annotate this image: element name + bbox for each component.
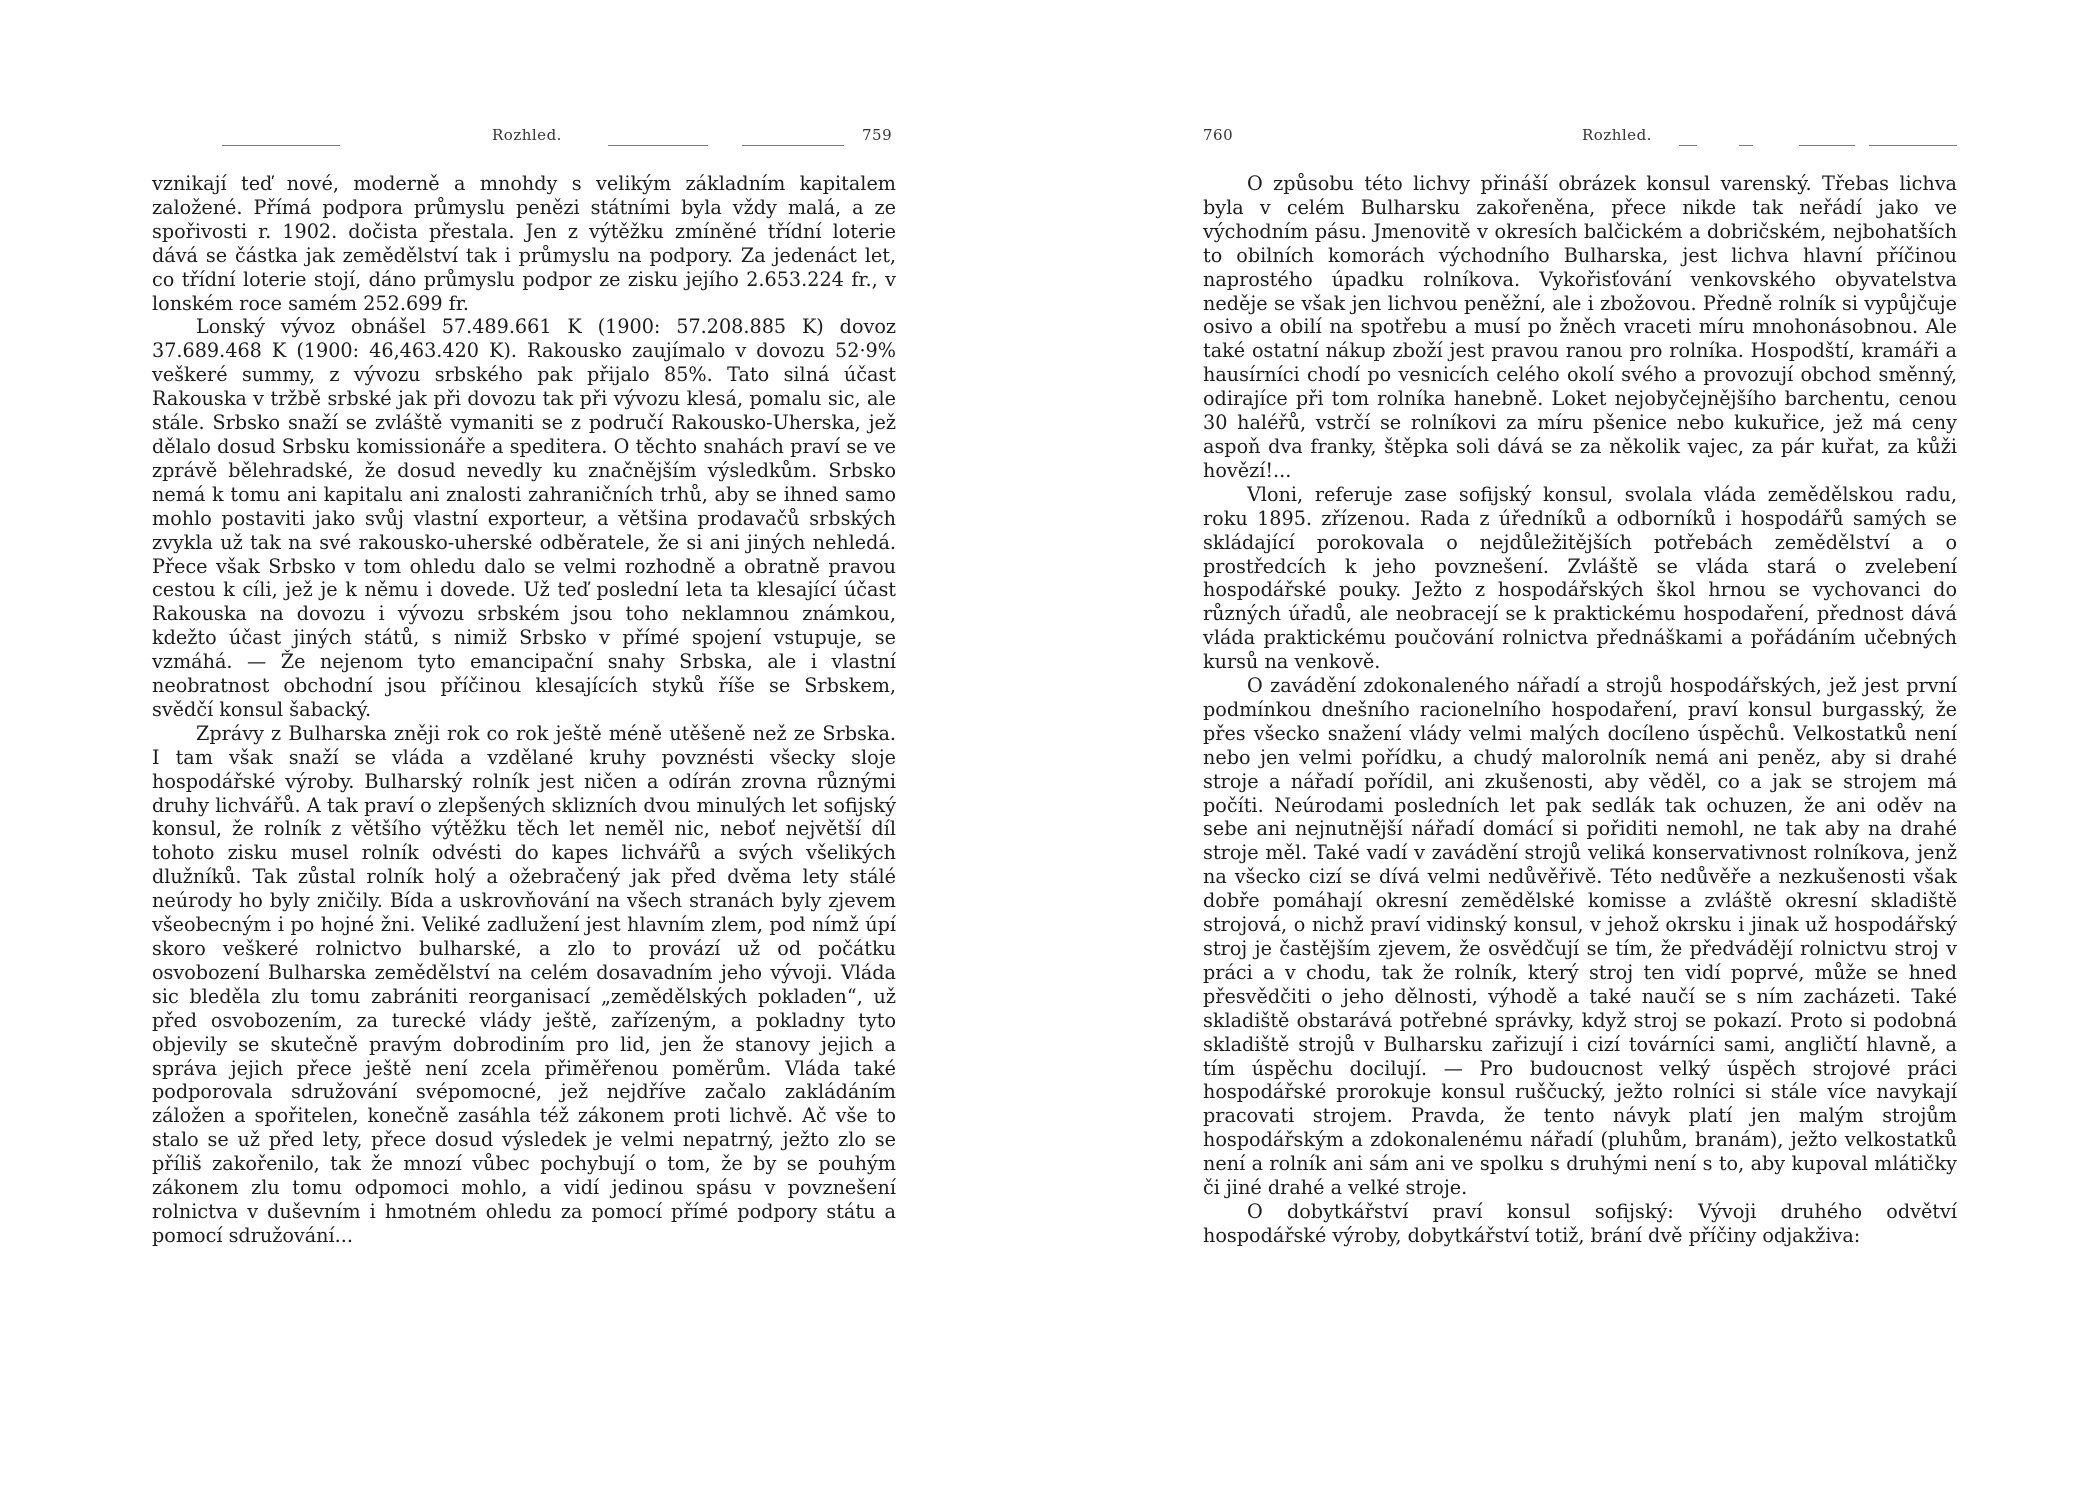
header-rule-mid: [608, 145, 708, 146]
right-page: [1039, 0, 2078, 1500]
paragraph: Vloni, referuje zase sofijský konsul, svolala vláda zemědělskou radu, roku 1895. zřízenou. Rada z úředníků a odborníků i hospodářů samých se skládající porokovala o nejdůležitějších potřebách zemědělství a o prostředcích k jeho povznešení. Zvláště se vláda stará o zvelebení hospodářské pouky. Ježto z hospodářských škol hrnou se vychovanci do různých úřadů, ale neobracejí se k praktickému hospodaření, přednost dává vláda praktickému poučování rolnictva přednáškami a pořádáním učebných kursů na venkově.: [1203, 482, 1957, 674]
paragraph: O dobytkářství praví konsul sofijský: Vývoji druhého odvětví hospodářské výroby, dobytkářství totiž, brání dvě příčiny odjakživa:: [1203, 1199, 1957, 1247]
header-rule-left: [222, 145, 340, 146]
paragraph: O způsobu této lichvy přináší obrázek konsul varenský. Třebas lichva byla v celém Bulharsku zakořeněna, přece nikde tak neřádí jako ve východním pásu. Jmenovitě v okresích balčickém a dobričském, nejbohatších to obilních komorách východního Bulharska, jest lichva hlavní příčinou naprostého úpadku rolníkova. Vykořisťování venkovského obyvatelstva neděje se však jen lichvou peněžní, ale i zbožovou. Předně rolník si vypůjčuje osivo a obilí na spotřebu a musí po žněch vraceti míru mnohonásobnou. Ale také ostatní nákup zboží jest pravou ranou pro rolníka. Hospodští, kramáři a hausírníci chodí po vesnicích celého okolí svého a provozují obchod směnný, odirajíce při tom rolníka hanebně. Loket nejobyčejnějšího barchentu, cenou 30 haléřů, vstrčí se rolníkovi za míru pšenice nebo kukuřice, jež má ceny aspoň dva franky, štěpka soli dává se za několik vajec, za pár kuřat, za kůži hovězí!...: [1203, 172, 1957, 482]
page-number: 760: [1203, 126, 1234, 144]
left-column-text: [152, 172, 896, 1248]
header-rule-dash-3: [1799, 145, 1855, 146]
paragraph: O zavádění zdokonaleného nářadí a strojů hospodářských, jež jest první podmínkou dnešního racionelního hospodaření, praví konsul burgasský, že přes všecko snažení vlády velmi malých docíleno úspěchů. Velkostatků není nebo jen velmi pořídku, a chudý malorolník nemá ani peněz, aby si drahé stroje a nářadí pořídil, ani zkušenosti, aby věděl, co a jak se strojem má počíti. Neúrodami posledních let pak sedlák tak ochuzen, že ani oděv na sebe ani nejnutnější nářadí domácí si pořiditi nemohl, ne tak aby na drahé stroje měl. Také vadí v zavádění strojů veliká konservativnost rolníkova, jenž na všecko cizí se dívá velmi nedůvěřivě. Této nedůvěře a nezkušenosti však dobře pomáhají okresní zemědělské komisse a zvláště okresní skladiště strojová, o nichž praví vidinský konsul, v jehož okrsku i jinak už hospodářský stroj je častějším zjevem, že osvědčují se tím, že předvádějí rolnictvu stroj v práci a v chodu, tak že rolník, který stroj ten vidí poprvé, může se hned přesvědčiti o jeho dělnosti, výhodě a také naučí se s ním zacházeti. Také skladiště obstarává potřebné správky, když stroj se pokazí. Proto si podobná skladiště strojů v Bulharsku zařizují i cizí továrníci sami, angličtí hlavně, a tím úspěchu docilují. — Pro budoucnost velký úspěch strojové práci hospodářské prorokuje konsul ruščucký, ježto rolníci si stále více navykají pracovati strojem. Pravda, že tento návyk platí jen malým strojům hospodářským a zdokonalenému nářadí (pluhům, branám), ježto velkostatků není a rolník ani sám ani ve spolku s druhými není s to, aby kupoval mlátičky či jiné drahé a velké stroje.: [1203, 674, 1957, 1200]
running-head-title: Rozhled.: [1582, 126, 1652, 144]
paragraph: Lonský vývoz obnášel 57.489.661 K (1900: 57.208.885 K) dovoz 37.689.468 K (1900: 46,463.420 K). Rakousko zaujímalo v dovozu 52·9% veškeré summy, z vývozu srbského pak přijalo 85%. Tato silná účast Rakouska v tržbě srbské jak při dovozu tak při vývozu klesá, pomalu sic, ale stále. Srbsko snaží se zvláště vymaniti se z područí Rakousko-Uherska, jež dělalo dosud Srbsku komissionáře a speditera. O těchto snahách praví se ve zprávě bělehradské, že dosud nevedly ku značnějším výsledkům. Srbsko nemá k tomu ani kapitalu ani znalosti zahraničních trhů, aby se ihned samo mohlo postaviti jako svůj vlastní exporteur, a většina prodavačů srbských zvykla už tak na své rakousko-uherské odběratele, že si ani jiných nehledá. Přece však Srbsko v tom ohledu dalo se velmi rozhodně a obratně pravou cestou k cíli, jež je k němu i dovede. Už teď poslední leta ta klesající účast Rakouska na dovozu i vývozu srbském jsou toho neklamnou známkou, kdežto účast jiných států, s nimiž Srbsko v přímé spojení vstupuje, se vzmáhá. — Že nejenom tyto emancipační snahy Srbska, ale i vlastní neobratnost obchodní jsou příčinou klesajících styků říše se Srbskem, svědčí konsul šabacký.: [152, 315, 896, 721]
header-rule-right: [1869, 145, 1957, 146]
header-rule-right: [742, 145, 844, 146]
header-rule-dash-2: [1739, 145, 1753, 146]
paragraph: vznikají teď nové, moderně a mnohdy s velikým základním kapitalem založené. Přímá podpora průmyslu penězi státními byla vždy malá, a ze spořivosti r. 1902. dočista přestala. Jen z výtěžku zmíněné třídní loterie dává se částka jak zemědělství tak i průmyslu na podpory. Za jedenáct let, co třídní loterie stojí, dáno průmyslu podpor ze zisku jejího 2.653.224 fr., v lonském roce samém 252.699 fr.: [152, 172, 896, 315]
right-column-text: [1203, 172, 1957, 1248]
paragraph: Zprávy z Bulharska zněji rok co rok ještě méně utěšeně než ze Srbska. I tam však snaží se vláda a vzdělané kruhy povznésti všecky sloje hospodářské výroby. Bulharský rolník jest ničen a odírán zrovna různými druhy lichvářů. A tak praví o zlepšených sklizních dvou minulých let sofijský konsul, že rolník z většího výtěžku těch let neměl nic, neboť největší díl tohoto zisku musel rolník odvésti do kapes lichvářů a svých všelikých dlužníků. Tak zůstal rolník holý a ožebračený jak před dvěma lety stálé neúrody ho byly zničily. Bída a uskrovňování na všech stranách byly zjevem všeobecným i po hojné žni. Veliké zadlužení jest hlavním zlem, pod nímž úpí skoro veškeré rolnictvo bulharské, a zlo to provází už od počátku osvobození Bulharska zemědělství na celém dosavadním jeho vývoji. Vláda sic bleděla zlu tomu zabrániti reorganisací „zemědělských pokladen“, už před osvobozením, za turecké vlády ještě, zařízeným, a pokladny tyto objevily se skutečně pravým dobrodiním pro lid, jen že stanovy jejich a správa jejich přece ještě není zcela přiměřenou poměrům. Vláda také podporovala sdružování svépomocné, jež nejdříve začalo zakládáním záložen a spořitelen, konečně zasáhla též zákonem proti lichvě. Ač vše to stalo se už před lety, přece dosud výsledek je velmi nepatrný, ježto zlo se příliš zakořenilo, tak že mnozí vůbec pochybují o tom, že by se pouhým zákonem zlu tomu odpomoci mohlo, a vidí jedinou spásu v povznešení rolnictva v duševním i hmotném ohledu za pomocí přímé podpory státu a pomocí sdružování...: [152, 721, 896, 1247]
running-head-title: Rozhled.: [492, 126, 562, 144]
page-number: 759: [862, 126, 893, 144]
header-rule-dash-1: [1679, 145, 1697, 146]
